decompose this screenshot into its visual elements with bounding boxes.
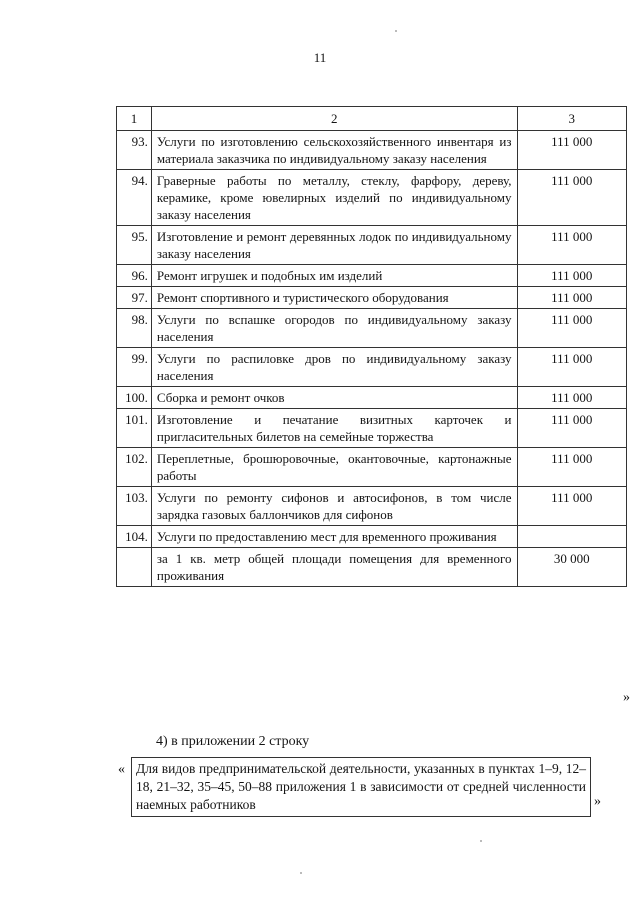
row-amount: 111 000 — [517, 226, 627, 265]
row-service-name: Услуги по вспашке огородов по индивидуальному заказу населения — [151, 309, 517, 348]
row-service-name: Услуги по предоставлению мест для временного проживания — [151, 526, 517, 548]
table-row — [117, 387, 627, 409]
row-amount: 30 000 — [517, 548, 627, 587]
row-amount: 111 000 — [517, 387, 627, 409]
row-number: 101. — [117, 409, 152, 448]
header-col-3: 3 — [517, 107, 627, 131]
row-service-name: Переплетные, брошюровочные, окантовочные, картонажные работы — [151, 448, 517, 487]
scan-speck — [480, 840, 482, 842]
table-row — [117, 487, 627, 526]
row-amount: 111 000 — [517, 131, 627, 170]
row-number: 98. — [117, 309, 152, 348]
row-service-name: Услуги по ремонту сифонов и автосифонов, в том числе зарядка газовых баллончиков для сифонов — [151, 487, 517, 526]
row-number: 100. — [117, 387, 152, 409]
row-amount: 111 000 — [517, 287, 627, 309]
page-number: 11 — [313, 50, 327, 65]
row-amount: 111 000 — [517, 409, 627, 448]
boxed-text: Для видов предпринимательской деятельности, указанных в пунктах 1–9, 12–18, 21–32, 35–45, 50–88 приложения 1 в зависимости от средней численности наемных работников — [131, 757, 591, 817]
row-service-name: Ремонт игрушек и подобных им изделий — [151, 265, 517, 287]
row-service-name: Изготовление и печатание визитных карточек и пригласительных билетов на семейные торжества — [151, 409, 517, 448]
closing-quote-2: » — [594, 794, 601, 809]
table-row — [117, 409, 627, 448]
row-amount: 111 000 — [517, 448, 627, 487]
row-amount: 111 000 — [517, 265, 627, 287]
row-number: 93. — [117, 131, 152, 170]
table-row — [117, 309, 627, 348]
row-amount: 111 000 — [517, 309, 627, 348]
table-row — [117, 170, 627, 226]
row-number: 103. — [117, 487, 152, 526]
header-col-1: 1 — [117, 107, 152, 131]
row-number: 96. — [117, 265, 152, 287]
row-number: 94. — [117, 170, 152, 226]
row-amount — [517, 526, 627, 548]
rates-table — [116, 106, 627, 587]
opening-quote: « — [118, 762, 125, 777]
row-number: 95. — [117, 226, 152, 265]
table-row — [117, 131, 627, 170]
row-number: 104. — [117, 526, 152, 548]
row-service-name: Изготовление и ремонт деревянных лодок по индивидуальному заказу населения — [151, 226, 517, 265]
row-service-name: за 1 кв. метр общей площади помещения для временного проживания — [151, 548, 517, 587]
row-number — [117, 548, 152, 587]
row-service-name: Граверные работы по металлу, стеклу, фарфору, дереву, керамике, кроме ювелирных изделий по индивидуальному заказу населения — [151, 170, 517, 226]
table-row — [117, 348, 627, 387]
table-row — [117, 226, 627, 265]
row-number: 102. — [117, 448, 152, 487]
header-col-2: 2 — [151, 107, 517, 131]
row-amount: 111 000 — [517, 170, 627, 226]
row-service-name: Ремонт спортивного и туристического оборудования — [151, 287, 517, 309]
row-number: 97. — [117, 287, 152, 309]
table-row — [117, 265, 627, 287]
row-service-name: Сборка и ремонт очков — [151, 387, 517, 409]
scan-speck — [395, 30, 397, 32]
table-row — [117, 287, 627, 309]
row-service-name: Услуги по изготовлению сельскохозяйственного инвентаря из материала заказчика по индивидуальному заказу населения — [151, 131, 517, 170]
table-row — [117, 548, 627, 587]
amendment-line: 4) в приложении 2 строку — [156, 734, 310, 749]
closing-quote: » — [623, 690, 630, 705]
row-amount: 111 000 — [517, 348, 627, 387]
row-amount: 111 000 — [517, 487, 627, 526]
table-header-row — [117, 107, 627, 131]
row-number: 99. — [117, 348, 152, 387]
row-service-name: Услуги по распиловке дров по индивидуальному заказу населения — [151, 348, 517, 387]
scan-speck — [300, 872, 302, 874]
table-row — [117, 526, 627, 548]
table-row — [117, 448, 627, 487]
